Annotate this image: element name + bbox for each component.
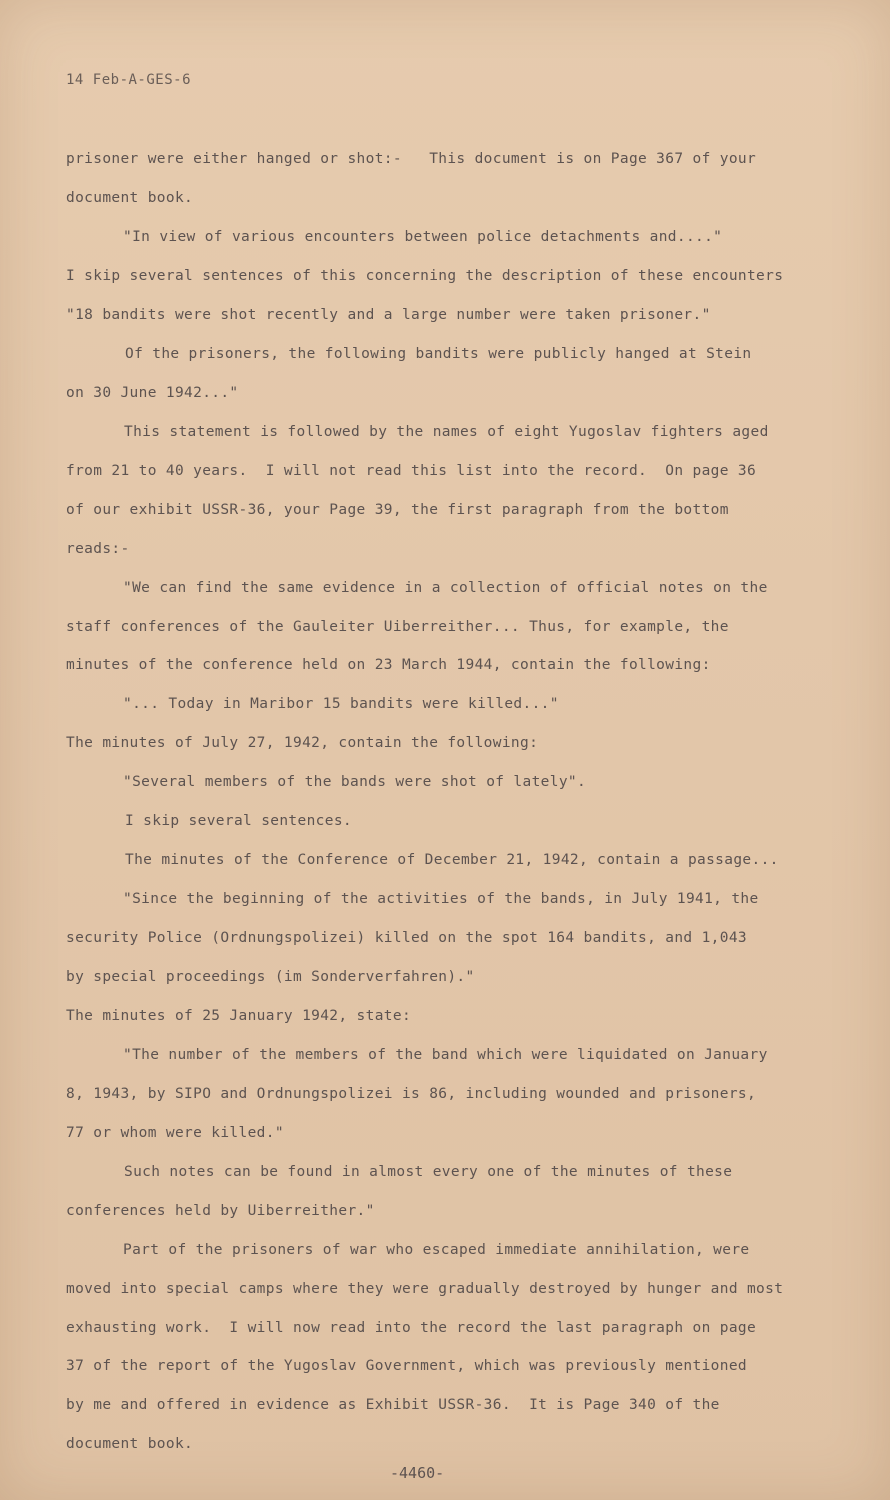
body-line: security Police (Ordnungspolizei) killed on the spot 164 bandits, and 1,043 [66,930,747,946]
body-line: "We can find the same evidence in a collection of official notes on the [123,580,768,596]
body-line: Part of the prisoners of war who escaped immediate annihilation, were [123,1242,750,1258]
body-line: "In view of various encounters between police detachments and...." [123,229,723,245]
body-line: reads:- [66,541,130,557]
body-line: conferences held by Uiberreither." [66,1203,375,1219]
body-line: "Since the beginning of the activities of the bands, in July 1941, the [123,891,759,907]
body-line: Such notes can be found in almost every one of the minutes of these [124,1164,733,1180]
body-line: prisoner were either hanged or shot:- This document is on Page 367 of your [66,151,757,167]
body-line: document book. [66,190,194,206]
body-line: 77 or whom were killed." [66,1125,284,1141]
body-line: "The number of the members of the band which were liquidated on January [123,1047,768,1063]
body-line: This statement is followed by the names of eight Yugoslav fighters aged [124,424,769,440]
body-line: by special proceedings (im Sonderverfahren)." [66,969,475,985]
body-line: I skip several sentences of this concerning the description of these encounters [66,268,784,284]
body-line: on 30 June 1942..." [66,385,239,401]
body-line: I skip several sentences. [125,813,352,829]
body-line: document book. [66,1436,194,1452]
body-line: from 21 to 40 years. I will not read this list into the record. On page 36 [66,463,757,479]
body-line: by me and offered in evidence as Exhibit USSR-36. It is Page 340 of the [66,1397,720,1413]
page-number: -4460- [390,1464,445,1482]
body-line: "Several members of the bands were shot of lately". [123,774,587,790]
body-line: exhausting work. I will now read into the record the last paragraph on page [66,1320,757,1336]
body-line: The minutes of July 27, 1942, contain the following: [66,735,539,751]
body-line: Of the prisoners, the following bandits were publicly hanged at Stein [125,346,752,362]
body-line: The minutes of the Conference of December 21, 1942, contain a passage... [125,852,779,868]
body-line: of our exhibit USSR-36, your Page 39, the first paragraph from the bottom [66,502,729,518]
body-line: minutes of the conference held on 23 March 1944, contain the following: [66,657,711,673]
document-code: 14 Feb-A-GES-6 [66,72,192,88]
body-line: moved into special camps where they were gradually destroyed by hunger and most [66,1281,784,1297]
body-line: 8, 1943, by SIPO and Ordnungspolizei is 86, including wounded and prisoners, [66,1086,757,1102]
body-line: 37 of the report of the Yugoslav Government, which was previously mentioned [66,1358,747,1374]
body-line: "18 bandits were shot recently and a large number were taken prisoner." [66,307,711,323]
body-line: staff conferences of the Gauleiter Uiberreither... Thus, for example, the [66,619,729,635]
body-line: The minutes of 25 January 1942, state: [66,1008,412,1024]
body-line: "... Today in Maribor 15 bandits were killed..." [123,696,559,712]
